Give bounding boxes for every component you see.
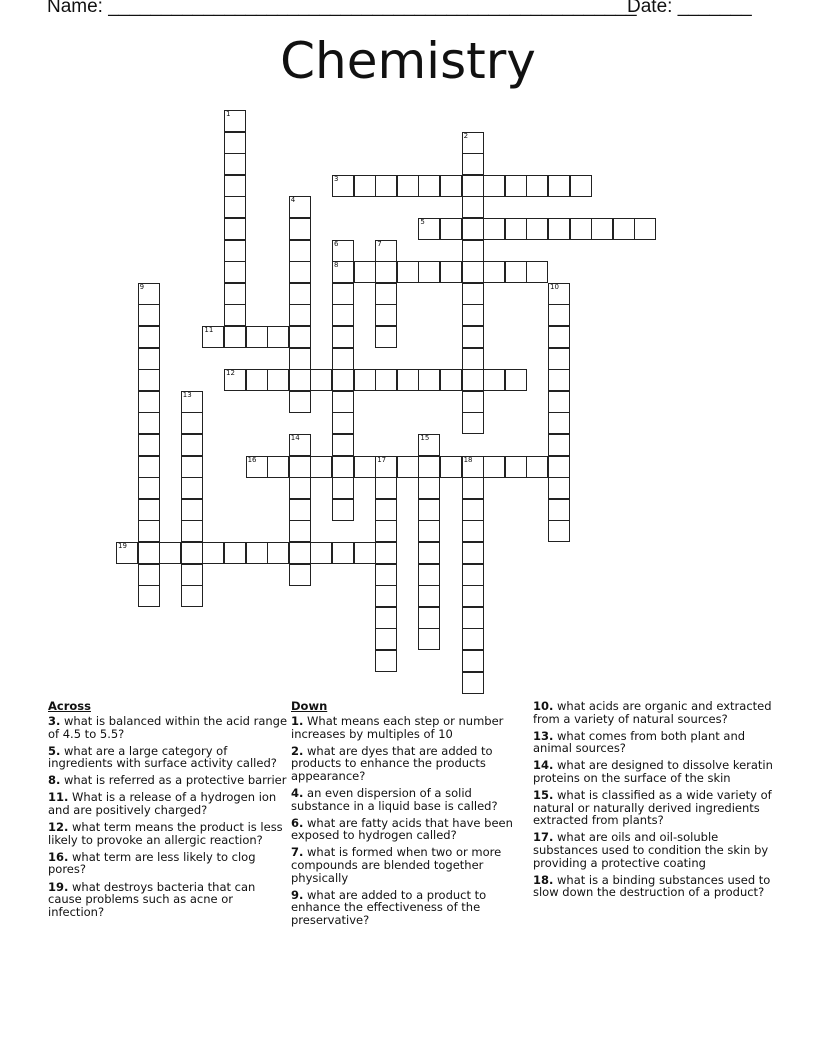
across-list — [48, 715, 288, 918]
crossword-cell[interactable] — [289, 283, 311, 305]
crossword-cell[interactable] — [332, 175, 354, 197]
crossword-cell[interactable] — [289, 240, 311, 262]
crossword-cell[interactable] — [375, 650, 397, 672]
crossword-cell[interactable] — [289, 326, 311, 348]
clue-item — [48, 881, 288, 919]
crossword-cell[interactable] — [116, 542, 138, 564]
clue-item — [48, 745, 288, 770]
cell-number: 8 — [334, 261, 339, 270]
crossword-cell[interactable] — [462, 499, 484, 521]
clue-number: 11. — [48, 790, 69, 805]
crossword-cell[interactable] — [462, 175, 484, 197]
crossword-cell[interactable] — [505, 261, 527, 283]
crossword-cell[interactable] — [548, 412, 570, 434]
crossword-cell[interactable] — [462, 542, 484, 564]
crossword-cell[interactable] — [202, 326, 224, 348]
cell-number: 12 — [226, 369, 235, 378]
crossword-cell[interactable] — [462, 348, 484, 370]
clue-text: what are oils and oil-soluble substances used to condition the skin by providing a protective coating — [533, 830, 769, 870]
crossword-cell[interactable] — [332, 369, 354, 391]
crossword-cell[interactable] — [462, 326, 484, 348]
crossword-cell[interactable] — [570, 175, 592, 197]
clue-item — [291, 817, 531, 842]
clue-text: what is formed when two or more compounds are blended together physically — [291, 845, 502, 885]
clue-item — [48, 715, 288, 740]
crossword-cell[interactable] — [332, 434, 354, 456]
crossword-cell[interactable] — [375, 542, 397, 564]
crossword-cell[interactable] — [505, 456, 527, 478]
crossword-cell[interactable] — [310, 456, 332, 478]
down-list-continued — [533, 700, 773, 899]
crossword-cell[interactable] — [224, 261, 246, 283]
crossword-cell[interactable] — [526, 261, 548, 283]
crossword-cell[interactable] — [224, 283, 246, 305]
crossword-cell[interactable] — [440, 175, 462, 197]
clue-item — [291, 889, 531, 927]
crossword-cell[interactable] — [526, 218, 548, 240]
crossword-cell[interactable] — [224, 369, 246, 391]
crossword-cell[interactable] — [354, 542, 376, 564]
crossword-cell[interactable] — [202, 542, 224, 564]
crossword-cell[interactable] — [397, 261, 419, 283]
crossword-cell[interactable] — [267, 542, 289, 564]
clue-number: 7. — [291, 845, 304, 860]
crossword-cell[interactable] — [332, 456, 354, 478]
clue-text: what term means the product is less likely to provoke an allergic reaction? — [48, 820, 283, 847]
crossword-cell[interactable] — [332, 391, 354, 413]
crossword-cell[interactable] — [570, 218, 592, 240]
crossword-cell[interactable] — [418, 607, 440, 629]
crossword-cell[interactable] — [418, 542, 440, 564]
crossword-cell[interactable] — [483, 175, 505, 197]
crossword-cell[interactable] — [462, 412, 484, 434]
clue-number: 12. — [48, 820, 69, 835]
clue-text: what are dyes that are added to products to enhance the products appearance? — [291, 743, 493, 783]
crossword-cell[interactable] — [418, 218, 440, 240]
crossword-cell[interactable] — [289, 564, 311, 586]
clue-number: 9. — [291, 887, 304, 902]
crossword-cell[interactable] — [289, 261, 311, 283]
crossword-cell[interactable] — [548, 218, 570, 240]
crossword-cell[interactable] — [289, 456, 311, 478]
down-clues-continued — [533, 700, 773, 903]
clue-number: 5. — [48, 743, 61, 758]
clue-item — [533, 874, 773, 899]
crossword-cell[interactable] — [354, 369, 376, 391]
crossword-cell[interactable] — [462, 304, 484, 326]
clue-number: 16. — [48, 849, 69, 864]
clue-text: What is a release of a hydrogen ion and are positively charged? — [48, 790, 277, 818]
crossword-cell[interactable] — [548, 434, 570, 456]
clue-item — [291, 745, 531, 783]
crossword-cell[interactable] — [505, 369, 527, 391]
crossword-cell[interactable] — [462, 628, 484, 650]
cell-number: 15 — [420, 434, 430, 442]
cell-number: 1 — [226, 110, 231, 118]
clue-number: 19. — [48, 879, 69, 894]
crossword-cell[interactable] — [138, 499, 160, 521]
crossword-cell[interactable] — [138, 348, 160, 370]
crossword-cell[interactable] — [462, 196, 484, 218]
cell-number: 4 — [290, 196, 296, 205]
crossword-cell[interactable] — [375, 607, 397, 629]
crossword-cell[interactable] — [375, 585, 397, 607]
clue-item — [533, 700, 773, 725]
crossword-cell[interactable] — [181, 499, 203, 521]
crossword-cell[interactable] — [548, 348, 570, 370]
clue-item — [533, 730, 773, 755]
cell-number: 11 — [204, 326, 214, 334]
clue-number: 3. — [48, 714, 61, 728]
crossword-cell[interactable] — [418, 369, 440, 391]
crossword-cell[interactable] — [267, 369, 289, 391]
crossword-cell[interactable] — [375, 477, 397, 499]
cell-number: 9 — [139, 282, 145, 291]
clue-item — [48, 791, 288, 816]
crossword-cell[interactable] — [289, 218, 311, 240]
clue-item — [48, 851, 288, 876]
clue-text: what are fatty acids that have been exposed to hydrogen called? — [291, 815, 513, 843]
clue-number: 15. — [533, 788, 554, 803]
crossword-cell[interactable] — [548, 477, 570, 499]
crossword-cell[interactable] — [138, 542, 160, 564]
clue-text: what are added to a product to enhance the effectiveness of the preservative? — [291, 887, 487, 927]
crossword-cell[interactable] — [375, 369, 397, 391]
crossword-cell[interactable] — [375, 283, 397, 305]
clue-text: what term are less likely to clog pores? — [48, 849, 256, 877]
clue-item — [48, 774, 288, 787]
crossword-cell[interactable] — [354, 175, 376, 197]
crossword-cell[interactable] — [462, 218, 484, 240]
cell-number: 18 — [463, 455, 473, 464]
crossword-cell[interactable] — [224, 153, 246, 175]
crossword-cell[interactable] — [375, 175, 397, 197]
clue-item — [533, 759, 773, 784]
crossword-cell[interactable] — [462, 564, 484, 586]
crossword-cell[interactable] — [548, 304, 570, 326]
crossword-cell[interactable] — [462, 261, 484, 283]
crossword-cell[interactable] — [224, 326, 246, 348]
crossword-cell[interactable] — [289, 477, 311, 499]
crossword-cell[interactable] — [548, 369, 570, 391]
crossword-cell[interactable] — [138, 585, 160, 607]
crossword-cell[interactable] — [289, 391, 311, 413]
crossword-cell[interactable] — [375, 240, 397, 262]
crossword-cell[interactable] — [267, 456, 289, 478]
crossword-cell[interactable] — [224, 132, 246, 154]
crossword-cell[interactable] — [310, 369, 332, 391]
crossword-cell[interactable] — [289, 369, 311, 391]
clue-item — [48, 821, 288, 846]
cell-number: 7 — [377, 239, 382, 248]
clue-text: what acids are organic and extracted from a variety of natural sources? — [533, 699, 772, 726]
cell-number: 16 — [247, 455, 257, 464]
crossword-cell[interactable] — [505, 175, 527, 197]
crossword-cell[interactable] — [483, 456, 505, 478]
crossword-cell[interactable] — [138, 520, 160, 542]
crossword-cell[interactable] — [462, 153, 484, 175]
crossword-cell[interactable] — [246, 456, 268, 478]
clue-number: 10. — [533, 699, 554, 713]
crossword-cell[interactable] — [267, 326, 289, 348]
clue-text: What means each step or number increases by multiples of 10 — [291, 714, 504, 741]
crossword-cell[interactable] — [138, 304, 160, 326]
cell-number: 3 — [334, 174, 339, 183]
clue-number: 1. — [291, 714, 304, 728]
name-field-label: Name: __________________________________________________ — [47, 0, 637, 17]
crossword-cell[interactable] — [246, 542, 268, 564]
crossword-cell[interactable] — [375, 628, 397, 650]
crossword-cell[interactable] — [181, 412, 203, 434]
crossword-cell[interactable] — [462, 240, 484, 262]
crossword-cell[interactable] — [634, 218, 656, 240]
crossword-cell[interactable] — [375, 520, 397, 542]
clue-item — [291, 846, 531, 884]
crossword-cell[interactable] — [332, 283, 354, 305]
crossword-cell[interactable] — [462, 520, 484, 542]
crossword-cell[interactable] — [418, 175, 440, 197]
crossword-cell[interactable] — [418, 585, 440, 607]
crossword-cell[interactable] — [332, 412, 354, 434]
crossword-cell[interactable] — [591, 218, 613, 240]
crossword-cell[interactable] — [138, 369, 160, 391]
crossword-cell[interactable] — [181, 542, 203, 564]
clue-text: what comes from both plant and animal sources? — [533, 728, 746, 756]
crossword-cell[interactable] — [224, 542, 246, 564]
cell-number: 6 — [334, 239, 339, 248]
crossword-cell[interactable] — [354, 456, 376, 478]
crossword-cell[interactable] — [375, 456, 397, 478]
crossword-cell[interactable] — [440, 456, 462, 478]
clue-item — [291, 715, 531, 740]
crossword-cell[interactable] — [462, 456, 484, 478]
crossword-cell[interactable] — [462, 369, 484, 391]
crossword-cell[interactable] — [332, 477, 354, 499]
crossword-cell[interactable] — [289, 304, 311, 326]
crossword-cell[interactable] — [181, 391, 203, 413]
crossword-cell[interactable] — [246, 369, 268, 391]
crossword-cell[interactable] — [289, 196, 311, 218]
crossword-cell[interactable] — [397, 369, 419, 391]
clue-item — [291, 787, 531, 812]
crossword-cell[interactable] — [462, 672, 484, 694]
crossword-cell[interactable] — [548, 391, 570, 413]
cell-number: 14 — [290, 434, 300, 442]
clue-number: 2. — [291, 743, 304, 758]
crossword-cell[interactable] — [332, 499, 354, 521]
crossword-cell[interactable] — [375, 261, 397, 283]
cell-number: 2 — [463, 131, 469, 140]
clue-text: what is a binding substances used to slow down the destruction of a product? — [533, 872, 771, 900]
clue-text: what are designed to dissolve keratin proteins on the surface of the skin — [533, 758, 773, 785]
crossword-cell[interactable] — [224, 218, 246, 240]
crossword-cell[interactable] — [354, 261, 376, 283]
crossword-cell[interactable] — [138, 326, 160, 348]
across-heading: Across — [48, 699, 91, 713]
clue-number: 17. — [533, 830, 554, 845]
cell-number: 17 — [377, 455, 387, 464]
crossword-cell[interactable] — [548, 283, 570, 305]
crossword-cell[interactable] — [138, 412, 160, 434]
crossword-cell[interactable] — [462, 283, 484, 305]
clue-number: 14. — [533, 758, 554, 773]
crossword-cell[interactable] — [548, 326, 570, 348]
crossword-cell[interactable] — [418, 499, 440, 521]
crossword-cell[interactable] — [375, 304, 397, 326]
crossword-cell[interactable] — [613, 218, 635, 240]
down-heading: Down — [291, 699, 328, 713]
crossword-cell[interactable] — [548, 499, 570, 521]
crossword-cell[interactable] — [483, 218, 505, 240]
crossword-cell[interactable] — [462, 585, 484, 607]
crossword-cell[interactable] — [289, 542, 311, 564]
cell-number: 19 — [118, 542, 127, 550]
crossword-cell[interactable] — [332, 326, 354, 348]
crossword-cell[interactable] — [332, 261, 354, 283]
crossword-cell[interactable] — [138, 283, 160, 305]
crossword-cell[interactable] — [138, 456, 160, 478]
crossword-cell[interactable] — [332, 304, 354, 326]
crossword-cell[interactable] — [375, 564, 397, 586]
crossword-cell[interactable] — [526, 456, 548, 478]
crossword-cell[interactable] — [224, 304, 246, 326]
crossword-cell[interactable] — [418, 628, 440, 650]
down-list — [291, 715, 531, 926]
crossword-cell[interactable] — [440, 369, 462, 391]
crossword-cell[interactable] — [462, 650, 484, 672]
crossword-cell[interactable] — [138, 391, 160, 413]
clue-text: what are a large category of ingredients with surface activity called? — [48, 743, 277, 771]
crossword-cell[interactable] — [548, 520, 570, 542]
crossword-cell[interactable] — [181, 456, 203, 478]
crossword-cell[interactable] — [332, 240, 354, 262]
crossword-cell[interactable] — [289, 520, 311, 542]
clue-number: 8. — [48, 773, 61, 788]
crossword-cell[interactable] — [289, 499, 311, 521]
crossword-cell[interactable] — [397, 175, 419, 197]
crossword-cell[interactable] — [462, 477, 484, 499]
crossword-cell[interactable] — [397, 456, 419, 478]
crossword-cell[interactable] — [483, 369, 505, 391]
crossword-cell[interactable] — [462, 132, 484, 154]
clue-text: an even dispersion of a solid substance in a liquid base is called? — [291, 785, 498, 813]
crossword-cell[interactable] — [440, 261, 462, 283]
crossword-cell[interactable] — [418, 520, 440, 542]
crossword-cell[interactable] — [418, 261, 440, 283]
crossword-cell[interactable] — [181, 477, 203, 499]
cell-number: 5 — [420, 218, 425, 226]
crossword-cell[interactable] — [181, 434, 203, 456]
crossword-cell[interactable] — [310, 542, 332, 564]
crossword-cell[interactable] — [181, 585, 203, 607]
crossword-cell[interactable] — [548, 175, 570, 197]
clue-number: 4. — [291, 785, 304, 800]
clue-number: 13. — [533, 728, 554, 743]
clue-number: 18. — [533, 872, 554, 887]
crossword-cell[interactable] — [332, 348, 354, 370]
cell-number: 10 — [550, 282, 559, 291]
crossword-cell[interactable] — [462, 607, 484, 629]
crossword-cell[interactable] — [181, 520, 203, 542]
crossword-cell[interactable] — [418, 477, 440, 499]
clue-text: what destroys bacteria that can cause problems such as acne or infection? — [48, 879, 256, 919]
puzzle-title: Chemistry — [280, 32, 536, 90]
crossword-cell[interactable] — [289, 348, 311, 370]
crossword-cell[interactable] — [138, 477, 160, 499]
crossword-cell[interactable] — [138, 434, 160, 456]
crossword-cell[interactable] — [332, 542, 354, 564]
cell-number: 13 — [182, 390, 192, 399]
crossword-cell[interactable] — [440, 218, 462, 240]
crossword-cell[interactable] — [548, 456, 570, 478]
clue-text: what is referred as a protective barrier — [60, 773, 287, 788]
clue-text: what is classified as a wide variety of natural or naturally derived ingredients extracted from plants? — [533, 788, 772, 828]
crossword-cell[interactable] — [418, 456, 440, 478]
clue-number: 6. — [291, 815, 304, 830]
clue-item — [533, 789, 773, 827]
clue-item — [533, 831, 773, 869]
crossword-cell[interactable] — [138, 564, 160, 586]
crossword-cell[interactable] — [375, 326, 397, 348]
crossword-cell[interactable] — [246, 326, 268, 348]
crossword-cell[interactable] — [375, 499, 397, 521]
crossword-cell[interactable] — [224, 110, 246, 132]
crossword-cell[interactable] — [224, 240, 246, 262]
crossword-cell[interactable] — [505, 218, 527, 240]
crossword-cell[interactable] — [181, 564, 203, 586]
crossword-cell[interactable] — [224, 175, 246, 197]
crossword-cell[interactable] — [418, 564, 440, 586]
across-clues — [48, 700, 288, 923]
crossword-cell[interactable] — [289, 434, 311, 456]
crossword-cell[interactable] — [224, 196, 246, 218]
date-field-label: Date: _______ — [627, 0, 752, 17]
crossword-cell[interactable] — [526, 175, 548, 197]
crossword-cell[interactable] — [462, 391, 484, 413]
crossword-cell[interactable] — [418, 434, 440, 456]
crossword-cell[interactable] — [483, 261, 505, 283]
down-clues — [291, 700, 531, 931]
crossword-cell[interactable] — [159, 542, 181, 564]
clue-text: what is balanced within the acid range of 4.5 to 5.5? — [48, 714, 288, 741]
